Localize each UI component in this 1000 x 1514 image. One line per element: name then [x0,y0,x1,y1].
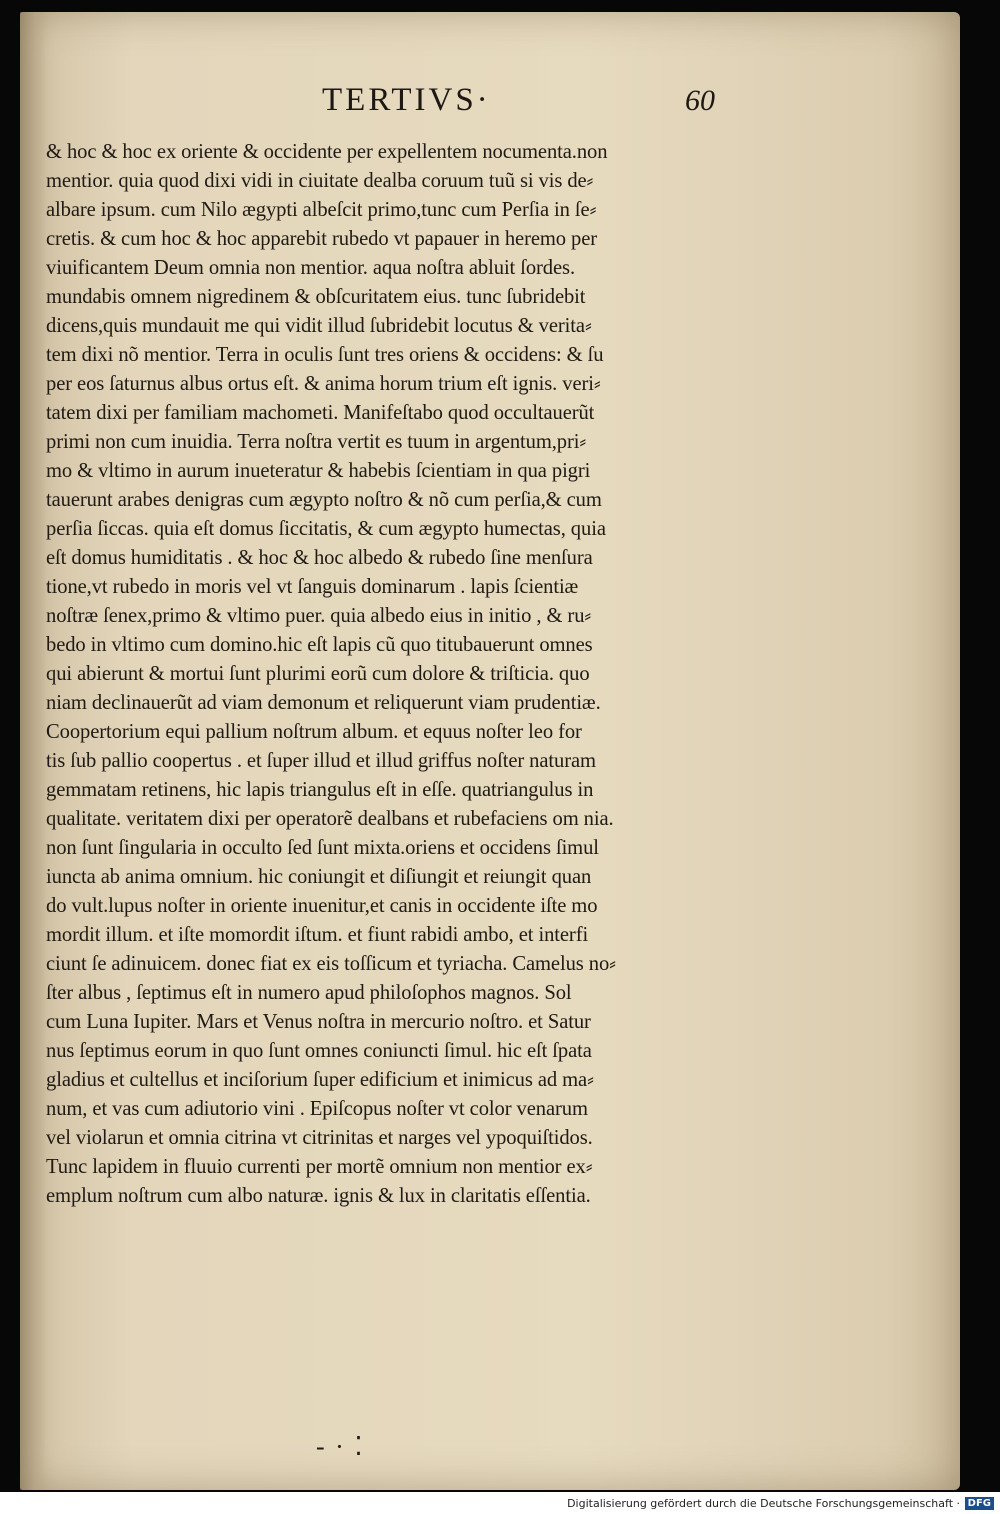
page-gutter [20,12,46,1490]
text-line: ciunt ſe adinuicem. donec fiat ex eis toſſicum et tyriacha. Camelus no⸗ [46,953,616,975]
text-line: gladius et cultellus et inciſorium ſuper edificium et inimicus ad ma⸗ [46,1069,594,1091]
text-line: cretis. & cum hoc & hoc apparebit rubedo vt papauer in heremo per [46,228,598,250]
text-line: noſtræ ſenex,primo & vltimo puer. quia albedo eius in initio , & ru⸗ [46,605,592,627]
text-line: viuificantem Deum omnia non mentior. aqua noſtra abluit ſordes. [46,257,576,279]
text-line: vel violarun et omnia citrina vt citrinitas et narges vel ypoquiſtidos. [46,1127,593,1149]
text-line: mentior. quia quod dixi vidi in ciuitate dealba coruum tuũ si vis de⸗ [46,170,594,192]
text-line: mordit illum. et iſte momordit iſtum. et fiunt rabidi ambo, et interfi [46,924,589,946]
text-line: niam declinauerũt ad viam demonum et reliquerunt viam prudentiæ. [46,692,601,714]
text-block [46,138,746,1211]
text-line: Coopertorium equi pallium noſtrum album. et equus noſter leo for [46,721,582,743]
footer-credit: Digitalisierung gefördert durch die Deutsche Forschungsgemeinschaft · [567,1497,960,1510]
text-line: qualitate. veritatem dixi per operatorẽ dealbans et rubefaciens om nia. [46,808,614,830]
text-line: tione,vt rubedo in moris vel vt ſanguis dominarum . lapis ſcientiæ [46,576,579,598]
text-line: eſt domus humiditatis . & hoc & hoc albedo & rubedo ſine menſura [46,547,593,569]
text-line: tauerunt arabes denigras cum ægypto noſtro & nõ cum perſia,& cum [46,489,602,511]
text-line: mo & vltimo in aurum inueteratur & habebis ſcientiam in qua pigri [46,460,591,482]
text-line: primi non cum inuidia. Terra noſtra vertit es tuum in argentum,pri⸗ [46,431,587,453]
text-line: Tunc lapidem in fluuio currenti per mortẽ omnium non mentior ex⸗ [46,1156,593,1178]
text-line: mundabis omnem nigredinem & obſcuritatem eius. tunc ſubridebit [46,286,586,308]
ink-mark: ‐ · ⁚ [316,1432,365,1461]
text-line: qui abierunt & mortui ſunt plurimi eorũ cum dolore & triſticia. quo [46,663,590,685]
text-line: ſter albus , ſeptimus eſt in numero apud philoſophos magnos. Sol [46,982,572,1004]
text-line: iuncta ab anima omnium. hic coniungit et diſiungit et reiungit quan [46,866,592,888]
text-line: non ſunt ſingularia in occulto ſed ſunt mixta.oriens et occidens ſimul [46,837,599,859]
text-line: do vult.lupus noſter in oriente inuenitur,et canis in occidente iſte mo [46,895,598,917]
text-line: albare ipsum. cum Nilo ægypti albeſcit primo,tunc cum Perſia in ſe⸗ [46,199,597,221]
text-line: perſia ſiccas. quia eſt domus ſiccitatis, & cum ægypto humectas, quia [46,518,606,540]
running-title: TERTIVS· [322,82,491,118]
text-line: tatem dixi per familiam machometi. Manifeſtabo quod occultauerũt [46,402,595,424]
text-line: dicens,quis mundauit me qui vidit illud ſubridebit locutus & verita⸗ [46,315,592,337]
text-line: per eos ſaturnus albus ortus eſt. & anima horum trium eſt ignis. veri⸗ [46,373,601,395]
text-line: tis ſub pallio coopertus . et ſuper illud et illud griffus noſter naturam [46,750,596,772]
text-line: gemmatam retinens, hic lapis triangulus eſt in eſſe. quatriangulus in [46,779,594,801]
text-line: bedo in vltimo cum domino.hic eſt lapis cũ quo titubauerunt omnes [46,634,593,656]
folio-number: 60 [685,84,715,117]
text-line: emplum noſtrum cum albo naturæ. ignis & lux in claritatis eſſentia. [46,1185,591,1207]
text-line: tem dixi nõ mentior. Terra in oculis ſunt tres oriens & occidens: & ſu [46,344,604,366]
text-line: num, et vas cum adiutorio vini . Epiſcopus noſter vt color venarum [46,1098,588,1120]
text-line: nus ſeptimus eorum in quo ſunt omnes coniuncti ſimul. hic eſt ſpata [46,1040,592,1062]
text-line: & hoc & hoc ex oriente & occidente per expellentem nocumenta.non [46,141,608,163]
dfg-logo-icon: DFG [965,1497,994,1510]
text-line: cum Luna Iupiter. Mars et Venus noſtra in mercurio noſtro. et Satur [46,1011,591,1033]
digitization-footer [0,1492,1000,1514]
